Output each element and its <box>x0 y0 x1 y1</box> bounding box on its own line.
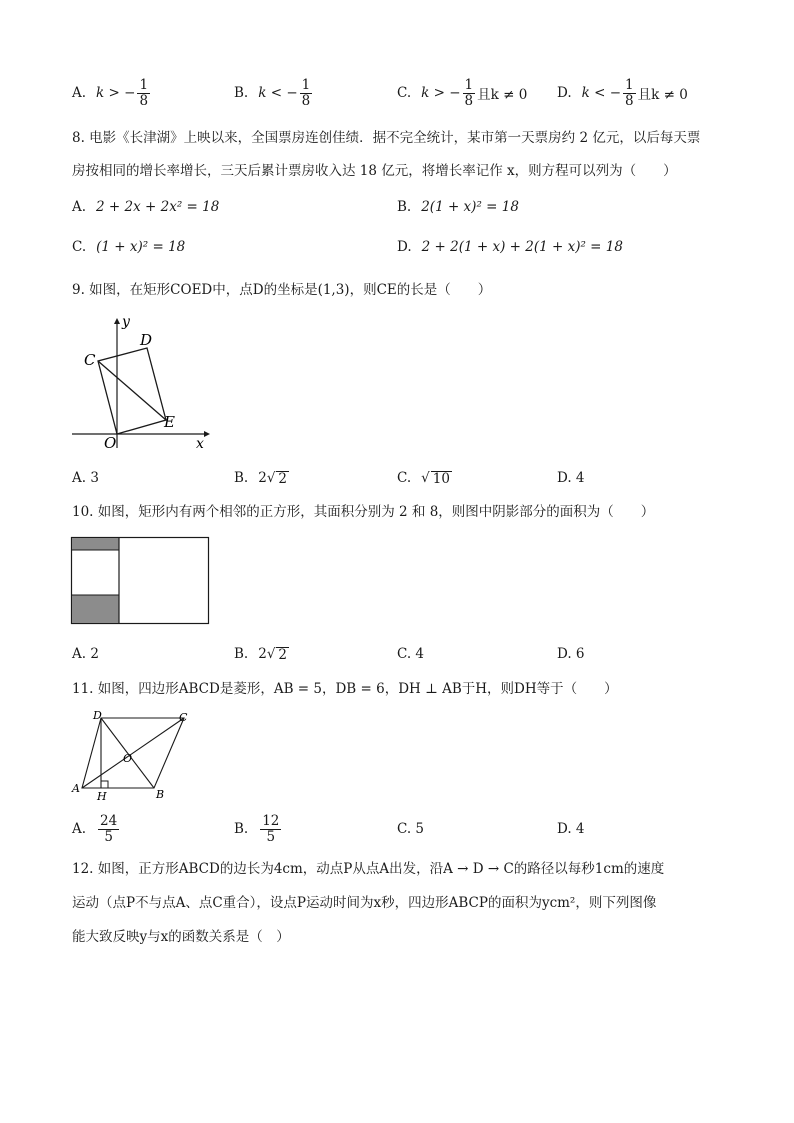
q8-option-c[interactable]: C. (1 + x)² = 18 <box>72 239 186 255</box>
radical-sign: √ <box>421 470 430 486</box>
radical-sign: √ <box>266 470 276 486</box>
q11-option-b[interactable]: B. $\frac{12}{5}$ <box>234 812 280 845</box>
shaded-region-top <box>72 538 119 550</box>
point-c-label: C <box>84 351 96 369</box>
q8-option-b[interactable]: B. 2(1 + x)² = 18 <box>397 199 519 215</box>
q9-option-b[interactable]: B. 2 √ 2 <box>234 470 288 487</box>
y-axis-label: y <box>122 314 130 330</box>
q7-option-d[interactable]: D. k < − $\frac{1}{8}$ 且k ≠ 0 <box>557 76 688 109</box>
q7-option-b[interactable]: B. k < − $\frac{1}{8}$ <box>234 76 311 109</box>
shaded-region-bottom <box>72 595 119 623</box>
point-e-label: E <box>164 413 175 431</box>
q7-option-a[interactable]: A. k > − $\frac{1}{8}$ <box>72 76 149 109</box>
q9-stem: 9. 如图，在矩形COED中，点D的坐标是(1,3)，则CE的长是（ ） <box>72 282 492 298</box>
point-o-label: O <box>104 434 117 452</box>
q7-option-c[interactable]: C. k > − $\frac{1}{8}$ 且k ≠ 0 <box>397 76 528 109</box>
point-o-label: O <box>123 752 133 765</box>
q10-option-a[interactable]: A. 2 <box>72 646 99 662</box>
diagonal-ce <box>98 361 166 420</box>
point-h-label: H <box>97 790 107 803</box>
q9-option-c[interactable]: C. √ 10 <box>397 470 450 487</box>
q11-option-a[interactable]: A. $\frac{24}{5}$ <box>72 812 118 845</box>
q9-option-a[interactable]: A. 3 <box>72 470 99 486</box>
fraction: $\frac{1}{8}$ <box>464 76 474 109</box>
point-c-label: C <box>179 711 188 724</box>
point-a-label: A <box>72 782 80 795</box>
x-axis-arrow <box>204 431 210 437</box>
q8-option-d[interactable]: D. 2 + 2(1 + x) + 2(1 + x)² = 18 <box>397 239 623 255</box>
q10-option-b[interactable]: B. 2 √ 2 <box>234 646 288 663</box>
point-b-label: B <box>156 788 165 801</box>
q11-option-c[interactable]: C. 5 <box>397 821 425 837</box>
q8-option-a[interactable]: A. 2 + 2x + 2x² = 18 <box>72 199 220 215</box>
q10-option-c[interactable]: C. 4 <box>397 646 425 662</box>
point-d-label: D <box>93 709 102 722</box>
fraction: $\frac{12}{5}$ <box>262 812 280 845</box>
q9-figure-rectangle-coordinate <box>66 314 216 454</box>
q11-stem: 11. 如图，四边形ABCD是菱形，AB = 5，DB = 6，DH ⊥ AB于H，则DH等于（ ） <box>72 681 618 697</box>
radical-sign: √ <box>266 646 276 662</box>
point-d-label: D <box>140 331 153 349</box>
q11-option-d[interactable]: D. 4 <box>557 821 585 837</box>
fraction: $\frac{1}{8}$ <box>625 76 634 109</box>
right-angle-mark <box>101 781 108 788</box>
q11-figure-rhombus <box>68 708 198 804</box>
fraction: $\frac{1}{8}$ <box>301 76 311 109</box>
q9-option-d[interactable]: D. 4 <box>557 470 585 486</box>
fraction: $\frac{1}{8}$ <box>139 76 149 109</box>
x-axis-label: x <box>196 436 204 452</box>
q10-option-d[interactable]: D. 6 <box>557 646 585 662</box>
q10-figure-squares <box>70 536 212 628</box>
q10-stem: 10. 如图，矩形内有两个相邻的正方形，其面积分别为 2 和 8，则图中阴影部分的面积为（ ） <box>72 504 655 520</box>
fraction: $\frac{24}{5}$ <box>100 812 118 845</box>
y-axis-arrow <box>114 318 120 324</box>
q12-stem: 12. 如图，正方形ABCD的边长为4cm，动点P从点A出发，沿A → D → C的路径以每秒1cm的速度 运动（点P不与点A、点C重合），设点P运动时间为x秒，四边形ABCP的面积为ycm²，则下列图像 能大致反映y与x的函数关系是（ ） <box>72 861 665 945</box>
q8-stem: 8. 电影《长津湖》上映以来，全国票房连创佳绩．据不完全统计，某市第一天票房约 2 亿元，以后每天票 房按相同的增长率增长，三天后累计票房收入达 18 亿元，将增长率记作 x，则方程可以列为（ ） <box>72 130 701 179</box>
